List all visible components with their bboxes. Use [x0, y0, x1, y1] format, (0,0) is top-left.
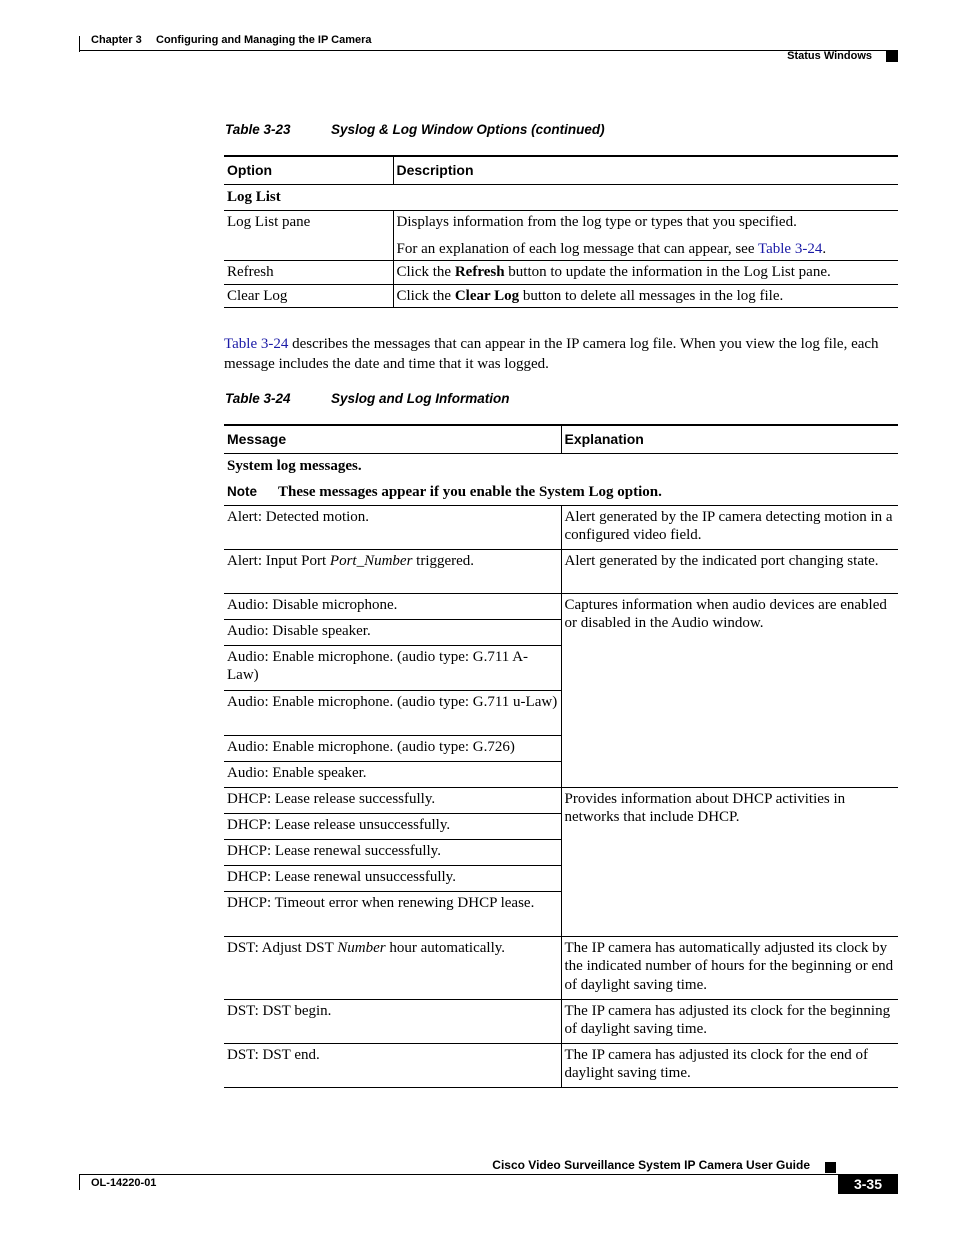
note-text: These messages appear if you enable the System Log option. — [278, 484, 662, 500]
message-cell: DHCP: Timeout error when renewing DHCP lease. — [224, 891, 561, 936]
explanation-cell: Alert generated by the IP camera detecting motion in a configured video field. — [561, 505, 898, 549]
header-rule — [79, 50, 898, 51]
table23-option-cell: Log List pane — [224, 211, 393, 261]
description-text: Displays information from the log type or types that you specified. — [396, 214, 797, 230]
table-3-24-link[interactable]: Table 3-24 — [757, 240, 823, 257]
table23-header-option: Option — [224, 156, 393, 184]
table-3-24 — [224, 424, 898, 1088]
table23-header-description: Description — [393, 156, 898, 184]
message-cell: Alert: Input Port Port_Number triggered. — [224, 549, 561, 593]
explanation-cell: Alert generated by the indicated port changing state. — [561, 549, 898, 593]
header-marker-block — [886, 51, 898, 62]
message-cell: Audio: Enable speaker. — [224, 761, 561, 787]
note-label: Note — [227, 484, 257, 499]
footer-doc-id: OL-14220-01 — [91, 1177, 157, 1189]
footer-rule-vertical — [79, 1174, 80, 1190]
message-cell: Audio: Enable microphone. (audio type: G.711 A-Law) — [224, 645, 561, 690]
refresh-label: Refresh — [454, 264, 505, 280]
message-cell: Audio: Enable microphone. (audio type: G.726) — [224, 735, 561, 761]
message-cell: DST: DST begin. — [224, 999, 561, 1043]
message-cell: Audio: Enable microphone. (audio type: G.711 u-Law) — [224, 690, 561, 735]
header-chapter-title: Configuring and Managing the IP Camera — [156, 34, 372, 46]
table-row — [224, 999, 898, 1043]
explanation-cell: Captures information when audio devices are enabled or disabled in the Audio window. — [561, 593, 898, 787]
message-cell: DHCP: Lease release successfully. — [224, 787, 561, 813]
table23-caption-title: Syslog & Log Window Options (continued) — [331, 122, 605, 137]
table23-group-log-list: Log List — [224, 184, 898, 211]
table-row — [224, 593, 898, 619]
explanation-cell: The IP camera has adjusted its clock for the end of daylight saving time. — [561, 1043, 898, 1087]
table-row — [224, 505, 898, 549]
explanation-cell: The IP camera has automatically adjusted its clock by the indicated number of hours for the beginning or end of daylight saving time. — [561, 936, 898, 999]
table-3-23 — [224, 155, 898, 308]
message-cell: DST: Adjust DST Number hour automatically. — [224, 936, 561, 999]
table23-option-cell: Clear Log — [224, 284, 393, 308]
footer-rule — [79, 1174, 898, 1175]
table24-group-system-log: System log messages. — [227, 457, 362, 474]
message-cell: Audio: Disable speaker. — [224, 619, 561, 645]
table24-header-explanation: Explanation — [561, 425, 898, 453]
message-cell: DHCP: Lease release unsuccessfully. — [224, 813, 561, 839]
table24-header-message: Message — [224, 425, 561, 453]
footer-marker-block — [825, 1162, 836, 1173]
message-cell: DHCP: Lease renewal successfully. — [224, 839, 561, 865]
table23-description-cell — [393, 211, 898, 261]
table23-description-cell: Click the Clear Log button to delete all messages in the log file. — [393, 284, 898, 308]
message-cell: Alert: Detected motion. — [224, 505, 561, 549]
footer-page-number: 3-35 — [838, 1175, 898, 1194]
table24-caption-number: Table 3-24 — [225, 391, 291, 406]
footer-guide-title: Cisco Video Surveillance System IP Camera User Guide — [492, 1158, 810, 1172]
table-row — [224, 549, 898, 593]
table23-caption-number: Table 3-23 — [225, 122, 291, 137]
message-cell: Audio: Disable microphone. — [224, 593, 561, 619]
explanation-cell: Provides information about DHCP activities in networks that include DHCP. — [561, 787, 898, 936]
table24-caption-title: Syslog and Log Information — [331, 391, 510, 406]
table23-option-cell: Refresh — [224, 261, 393, 285]
table-3-24-link[interactable]: Table 3-24 — [224, 336, 289, 352]
header-chapter: Chapter 3 — [91, 34, 142, 46]
table-row — [224, 936, 898, 999]
message-cell: DST: DST end. — [224, 1043, 561, 1087]
clear-log-label: Clear Log — [454, 287, 520, 304]
header-section: Status Windows — [787, 50, 872, 62]
table-row — [224, 1043, 898, 1087]
intro-paragraph: Table 3-24 describes the messages that can appear in the IP camera log file. When you view the log file, each message includes the date and time that it was logged. — [224, 336, 879, 372]
table-row — [224, 787, 898, 813]
table-row — [224, 261, 898, 285]
message-cell: DHCP: Lease renewal unsuccessfully. — [224, 865, 561, 891]
table23-description-cell: Click the Refresh button to update the information in the Log List pane. — [393, 261, 898, 285]
description-text: For an explanation of each log message that can appear, see Table 3-24. — [396, 240, 827, 257]
table-row — [224, 284, 898, 308]
table-row — [224, 211, 898, 261]
explanation-cell: The IP camera has adjusted its clock for the beginning of daylight saving time. — [561, 999, 898, 1043]
table24-note — [224, 477, 898, 505]
